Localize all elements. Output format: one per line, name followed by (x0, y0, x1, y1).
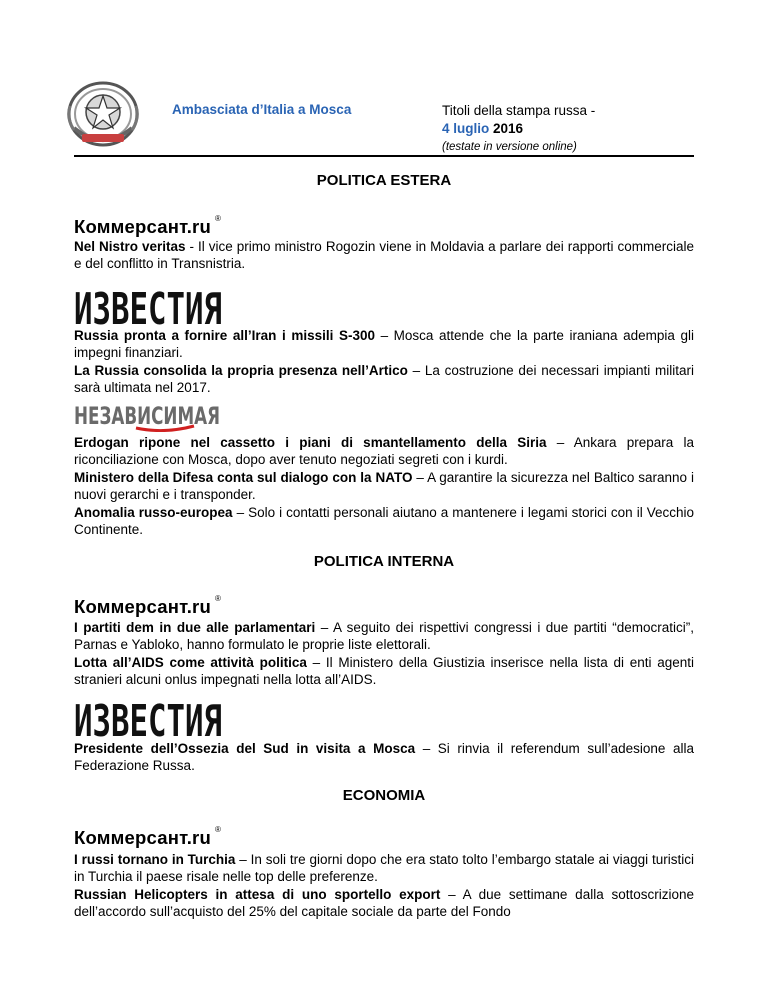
izvestia-logo-text: ИЗВЕСТИЯ (74, 696, 222, 740)
header-date (442, 120, 595, 138)
nezavisimaya-logo (74, 400, 224, 432)
article-item (74, 362, 694, 397)
kommersant-logo (74, 216, 221, 238)
article-item (74, 654, 694, 689)
article-text: - Il vice primo ministro Rogozin viene in Moldavia a parlare dei rapporti commerciale e del conflitto in Transnistria. (74, 239, 694, 272)
article-item (74, 327, 694, 362)
header-subtitle: (testate in versione online) (442, 141, 577, 153)
embassy-name: Ambasciata d’Italia a Mosca (172, 102, 352, 117)
article-item (74, 619, 694, 654)
article-title: Nel Nistro veritas (74, 239, 186, 254)
izvestia-logo (74, 284, 224, 328)
section-heading-economia: ECONOMIA (342, 787, 426, 804)
kommersant-logo (74, 827, 221, 849)
article-text: – Ankara prepara la riconciliazione con Mosca, dopo aver tenuto negoziati segreti con i kurdi. (74, 435, 694, 468)
header-title-block (442, 102, 595, 156)
article-text: – Mosca attende che la parte iraniana adempia gli impegni finanziari. (74, 328, 694, 361)
article-block (74, 740, 694, 775)
article-text: – Il Ministero della Giustizia inserisce nella lista di enti agenti stranieri alcuni onlus impegnati nella lotta all’AIDS. (74, 654, 694, 688)
article-text: – Si rinvia il referendum sull’adesione alla Federazione Russa. (74, 741, 694, 774)
kommersant-logo (74, 596, 221, 618)
article-text: – In soli tre giorni dopo che era stato tolto l’embargo statale ai viaggi turistici in Turchia il paese risale nelle top delle preferenze. (74, 852, 694, 885)
header-date-day: 4 luglio (442, 121, 490, 136)
article-title: I russi tornano in Turchia (74, 852, 236, 867)
nezavisimaya-logo-text: НЕЗАВИСИМАЯ (74, 402, 220, 430)
header-date-year: 2016 (493, 121, 524, 136)
registered-mark: ® (214, 214, 222, 223)
article-text: – A seguito dei rispettivi congressi i due partiti “democratici”, Parnas e Yabloko, hanno formulato le proprie liste elettorali. (74, 620, 695, 653)
article-title: Ministero della Difesa conta sul dialogo con la NATO (74, 469, 413, 485)
article-block (74, 851, 694, 921)
article-item (74, 851, 694, 886)
registered-mark: ® (214, 825, 222, 834)
article-item (74, 504, 694, 539)
article-block (74, 327, 694, 397)
article-title: Russian Helicopters in attesa di uno sportello export (74, 886, 441, 902)
registered-mark: ® (214, 594, 222, 603)
article-text: – A due settimane dalla sottoscrizione dell’accordo sull’acquisto del 25% del capitale sociale da parte del Fondo (74, 886, 694, 920)
section-heading-politica-estera: POLITICA ESTERA (316, 172, 452, 189)
article-item (74, 740, 694, 775)
article-title: Lotta all’AIDS come attività politica (74, 654, 307, 670)
article-block (74, 619, 694, 689)
italian-emblem-icon (60, 78, 146, 152)
article-title: Erdogan ripone nel cassetto i piani di smantellamento della Siria (74, 435, 547, 450)
article-text: – La costruzione dei necessari impianti militari sarà ultimata nel 2017. (74, 362, 694, 396)
header-title: Titoli della stampa russa - (442, 103, 596, 118)
article-title: Russia pronta a fornire all’Iran i missili S-300 (74, 328, 375, 343)
article-title: Anomalia russo-europea (74, 504, 233, 520)
article-title: Presidente dell’Ossezia del Sud in visita a Mosca (74, 741, 416, 756)
article-item (74, 238, 694, 273)
section-heading-politica-interna: POLITICA INTERNA (313, 553, 455, 570)
article-text: – Solo i contatti personali aiutano a mantenere i legami storici con il Vecchio Continente. (74, 504, 694, 538)
article-item (74, 469, 694, 504)
article-block (74, 434, 694, 538)
article-item (74, 886, 694, 921)
kommersant-logo-text: Коммерсант.ru (74, 827, 211, 848)
izvestia-logo-text: ИЗВЕСТИЯ (74, 284, 222, 328)
article-title: I partiti dem in due alle parlamentari (74, 620, 316, 635)
article-block (74, 238, 694, 273)
kommersant-logo-text: Коммерсант.ru (74, 216, 211, 237)
izvestia-logo (74, 696, 224, 740)
article-item (74, 434, 694, 469)
article-title: La Russia consolida la propria presenza nell’Artico (74, 362, 408, 378)
kommersant-logo-text: Коммерсант.ru (74, 596, 211, 617)
header-divider (74, 155, 694, 157)
article-text: – A garantire la sicurezza nel Baltico saranno i nuovi gerarchi e i transponder. (74, 469, 694, 503)
